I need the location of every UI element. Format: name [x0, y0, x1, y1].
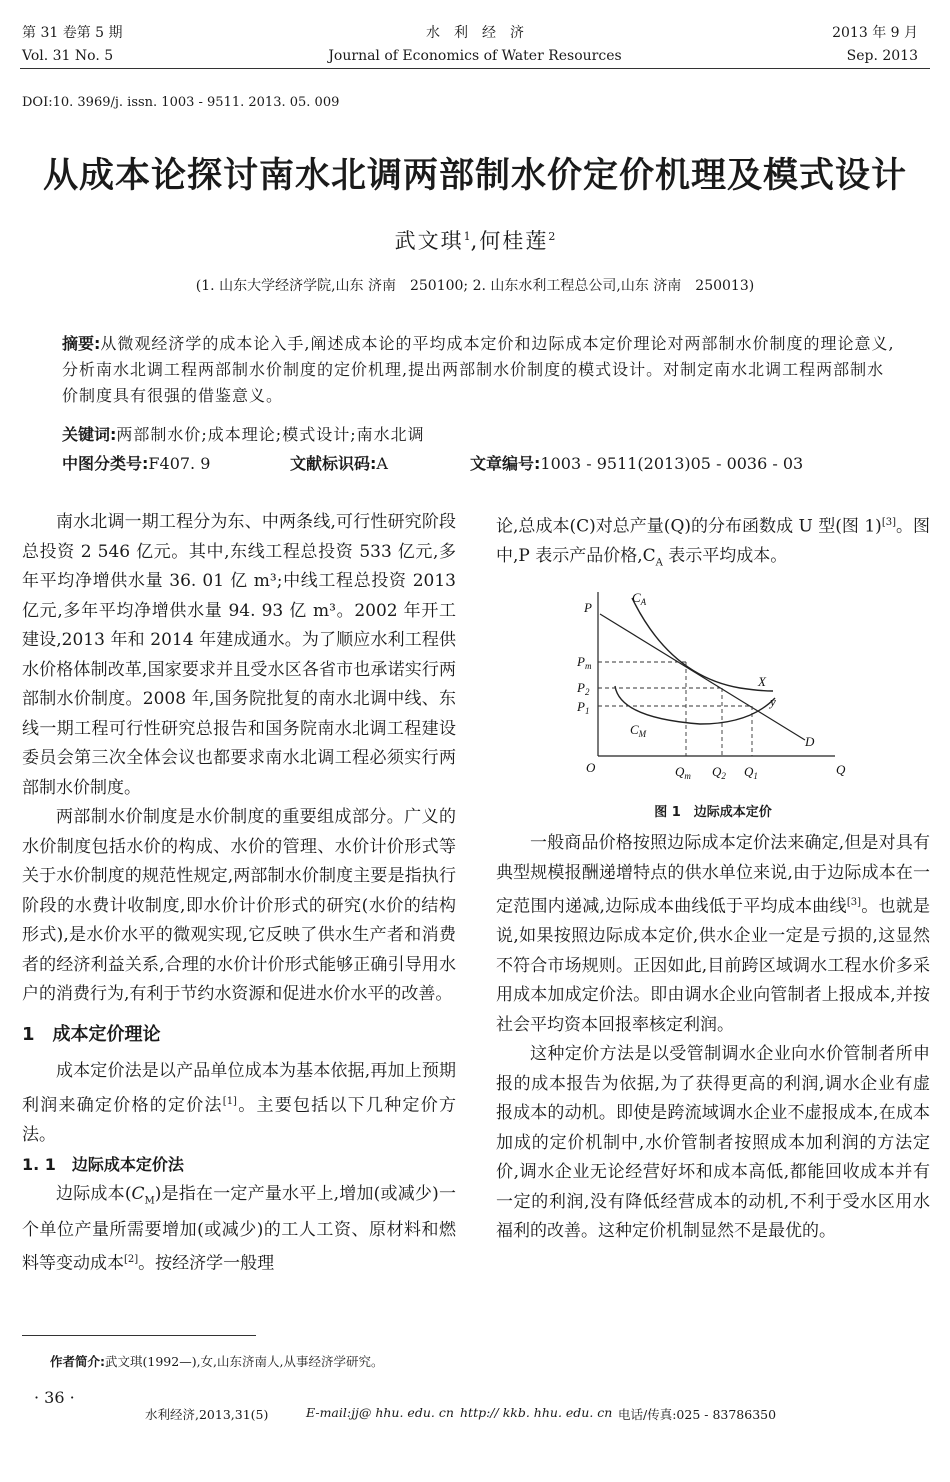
author-bio-footnote: [50, 1352, 384, 1370]
document-code-label: 文献标识码:: [290, 454, 377, 473]
label-cm: $C_M$: [630, 722, 647, 739]
clc-value: F407. 9: [148, 454, 211, 473]
paragraph-intro: 南水北调一期工程分为东、中两条线,可行性研究阶段总投资 2 546 亿元。其中,东线工程总投资 533 亿元,多年平均净增供水量 36. 01 亿 m³;中线工程总投资 2013 亿元,多年平均净增供水量 94. 93 亿 m³。2002 年开工建设,2013 年和 2014 年建成通水。为了顺应水利工程供水价格体制改革,国家要求并且受水区各省市也承诺实行两部制水价制度。2008 年,国务院批复的南水北调中线、东线一期工程可行性研究总报告和国务院南水北调工程建设委员会第三次全体会议也都要求南水北调工程必须实行两部制水价制度。: [22, 512, 456, 798]
keywords-text: 两部制水价;成本理论;模式设计;南水北调: [116, 425, 425, 444]
label-d: D: [805, 734, 815, 749]
document-code-value: A: [376, 454, 388, 473]
author-2: 何桂莲: [479, 229, 549, 253]
footer-website: http:// kkb. hhu. edu. cn: [460, 1405, 613, 1420]
figure-marginal-cost-diagram: [560, 578, 880, 788]
section-heading-1: 1 成本定价理论: [22, 1023, 161, 1045]
right-column-top: [496, 508, 930, 578]
left-column: [22, 508, 456, 1279]
author-bio-text: 武文琪(1992—),女,山东济南人,从事经济学研究。: [105, 1354, 384, 1369]
author-1: 武文琪: [394, 229, 464, 253]
doi: DOI:10. 3969/j. issn. 1003 - 9511. 2013. 05. 009: [22, 95, 340, 110]
header-journal-cn: 水 利 经 济: [426, 25, 524, 41]
label-q: Q: [836, 762, 846, 777]
header-date-cn: 2013 年 9 月: [832, 25, 918, 41]
abstract-label: 摘要:: [62, 334, 101, 353]
clc-label: 中图分类号:: [62, 454, 149, 473]
footer-journal: 水利经济,2013,31(5): [145, 1407, 269, 1422]
label-origin: O: [586, 760, 596, 775]
page-number: · 36 ·: [34, 1388, 75, 1407]
author-2-affil-mark: 2: [548, 230, 556, 243]
paragraph-marginal-cost: 边际成本$(C_M)$是指在一定产量水平上,增加(或减少)一个单位产量所需要增加(或减少)的工人工资、原材料和燃料等变动成本[2]。按经济学一般理: [22, 1183, 456, 1274]
figure-caption: 图 1 边际成本定价: [654, 805, 772, 820]
label-p: P: [584, 600, 592, 615]
page-title: 从成本论探讨南水北调两部制水价定价机理及模式设计: [42, 156, 907, 196]
keywords-label: 关键词:: [62, 425, 117, 444]
paragraph-u-shape: 论,总成本(C)对总产量(Q)的分布函数成 U 型(图 1)[3]。图中,P 表示产品价格$,C_A$ 表示平均成本。: [496, 516, 931, 569]
label-p2: $P_2$: [577, 680, 590, 697]
label-ca: $C_A$: [632, 590, 647, 607]
abstract-text: 从微观经济学的成本论入手,阐述成本论的平均成本定价和边际成本定价理论对两部制水价制度的理论意义,分析南水北调工程两部制水价制度的定价机理,提出两部制水价制度的模式设计。对制定南水北调工程两部制水价制度具有很强的借鉴意义。: [62, 334, 895, 405]
section-heading-1-1: 1. 1 边际成本定价法: [22, 1155, 184, 1175]
label-qm: $Q_m$: [675, 764, 691, 781]
citation-4: [3]: [846, 897, 861, 908]
author-separator: ,: [470, 229, 480, 253]
paragraph-two-part-pricing: 两部制水价制度是水价制度的重要组成部分。广义的水价制度包括水价的构成、水价的管理、水价计价形式等关于水价制度的规范性规定,两部制水价制度主要是指执行阶段的水费计收制度,即水价计价形式的研究(水价的结构形式),是水价水平的微观实现,它反映了供水生产者和消费者的经济利益关系,合理的水价计价形式能够正确引导用水户的消费行为,有利于节约水资源和促进水价水平的改善。: [22, 807, 456, 1004]
clc-number: [62, 451, 210, 477]
right-column-bottom: [496, 829, 930, 1247]
paragraph-cost-plus: 一般商品价格按照边际成本定价法来确定,但是对具有典型规模报酬递增特点的供水单位来说,由于边际成本在一定范围内递减,边际成本曲线低于平均成本曲线[3]。也就是说,如果按照边际成本定价,供水企业一定是亏损的,这显然不符合市场规则。正因如此,目前跨区域调水工程水价多采用成本加成定价法。即由调水企业向管制者上报成本,并按社会平均资本回报率核定利润。: [496, 833, 931, 1035]
article-number-value: 1003 - 9511(2013)05 - 0036 - 03: [540, 454, 804, 473]
header-volume-cn: 第 31 卷第 5 期: [22, 25, 123, 41]
header-volume-en: Vol. 31 No. 5: [22, 48, 114, 64]
paragraph-cost-pricing: 成本定价法是以产品单位成本为基本依据,再加上预期利润来确定价格的定价法[1]。主要包括以下几种定价方法。: [22, 1061, 457, 1145]
author-1-affil-mark: 1: [463, 230, 471, 243]
marginal-cost-curve: [615, 686, 775, 724]
citation-2: [2]: [124, 1254, 139, 1266]
article-number: [470, 451, 803, 477]
paragraph-regulation: 这种定价方法是以受管制调水企业向水价管制者所申报的成本报告为依据,为了获得更高的利润,调水企业有虚报成本的动机。即使是跨流域调水企业不虚报成本,在成本加成的定价机制中,水价管制者按照成本加利润的方法定价,调水企业无论经营好坏和成本高低,都能回收成本并有一定的利润,没有降低经营成本的动机,不利于受水区用水福利的改善。这种定价机制显然不是最优的。: [496, 1044, 930, 1242]
header-rule: [20, 68, 930, 69]
header-journal-en: Journal of Economics of Water Resources: [328, 48, 622, 64]
label-pm: $P_m$: [577, 654, 592, 671]
author-bio-label: 作者简介:: [50, 1354, 105, 1369]
label-p1: $P_1$: [577, 699, 590, 716]
affiliation: (1. 山东大学经济学院,山东 济南 250100; 2. 山东水利工程总公司,山东 济南 250013): [195, 278, 755, 294]
keywords: [62, 422, 896, 448]
document-code: [290, 451, 388, 477]
label-x: X: [758, 674, 766, 689]
citation-3: [3]: [881, 517, 896, 528]
label-y: y: [770, 694, 776, 709]
footnote-rule: [22, 1335, 256, 1336]
authors: [0, 225, 950, 255]
label-q2: $Q_2$: [712, 764, 726, 781]
article-number-label: 文章编号:: [470, 454, 541, 473]
footer-email: E-mail:jj@ hhu. edu. cn: [306, 1405, 454, 1420]
header-date-en: Sep. 2013: [846, 48, 918, 64]
abstract: [62, 331, 896, 409]
footer-phone: 电话/传真:025 - 83786350: [618, 1407, 777, 1422]
label-q1: $Q_1$: [744, 764, 758, 781]
citation-1: [1]: [222, 1095, 237, 1107]
